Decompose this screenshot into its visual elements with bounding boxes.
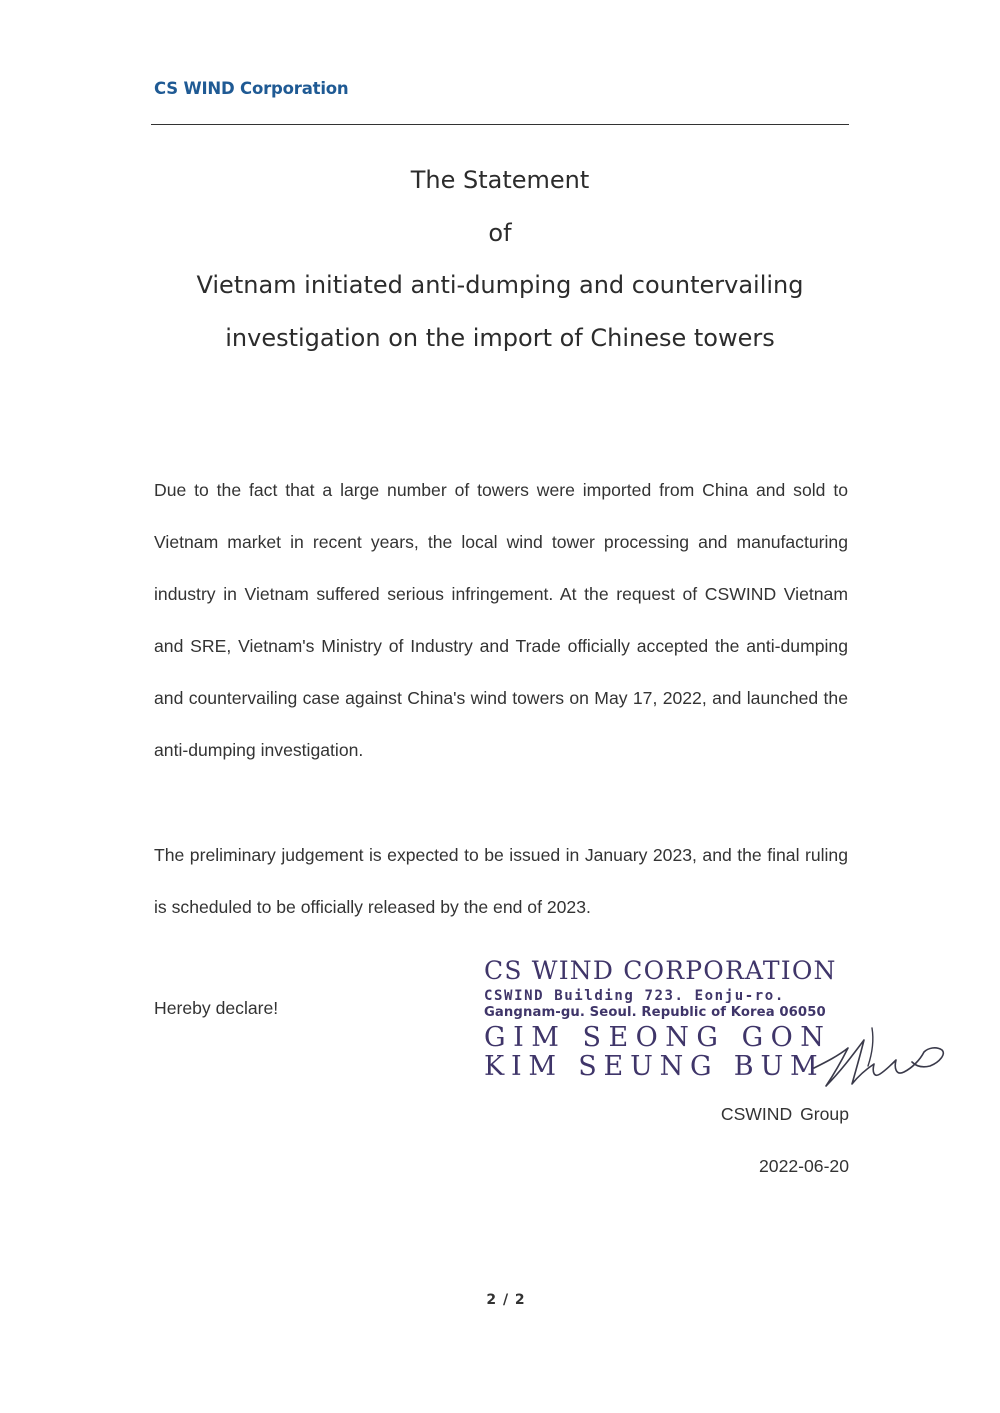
header-brand: CS WIND Corporation xyxy=(154,79,349,98)
declaration-text: Hereby declare! xyxy=(154,998,279,1018)
body-paragraph: Due to the fact that a large number of towers were imported from China and sold to Vietnam market in recent years, the local wind tower processing and manufacturing industry in Vietnam suffered serious infringement. At the request of CSWIND Vietnam and SRE, Vietnam's Ministry of Industry and Trade officially accepted the anti-dumping and countervailing case against China's wind towers on May 17, 2022, and launched the anti-dumping investigation. xyxy=(154,480,848,760)
handwritten-signature xyxy=(812,1026,962,1096)
stamp-address-line: Gangnam-gu. Seoul. Republic of Korea 06050 xyxy=(484,1005,826,1020)
signature-date: 2022-06-20 xyxy=(759,1156,849,1176)
title-line: The Statement xyxy=(410,166,590,194)
page-number: 2 / 2 xyxy=(486,1292,526,1308)
stamp-company: CS WIND CORPORATION xyxy=(484,956,837,985)
stamp-name-line: GIM SEONG GON xyxy=(484,1022,832,1053)
header-rule xyxy=(151,124,849,125)
document-title xyxy=(150,154,850,364)
company-stamp xyxy=(484,956,837,1086)
body-paragraph: The preliminary judgement is expected to be issued in January 2023, and the final ruling is scheduled to be officially released by the end of 2023. xyxy=(154,845,848,917)
title-line: Vietnam initiated anti-dumping and countervailing xyxy=(196,271,804,299)
title-line: of xyxy=(488,218,512,247)
title-line: investigation on the import of Chinese towers xyxy=(225,323,775,352)
signature-organization: CSWIND Group xyxy=(720,1104,849,1124)
stamp-name-line: KIM SEUNG BUM xyxy=(484,1051,825,1082)
stamp-address-line: CSWIND Building 723. Eonju-ro. xyxy=(484,988,785,1004)
